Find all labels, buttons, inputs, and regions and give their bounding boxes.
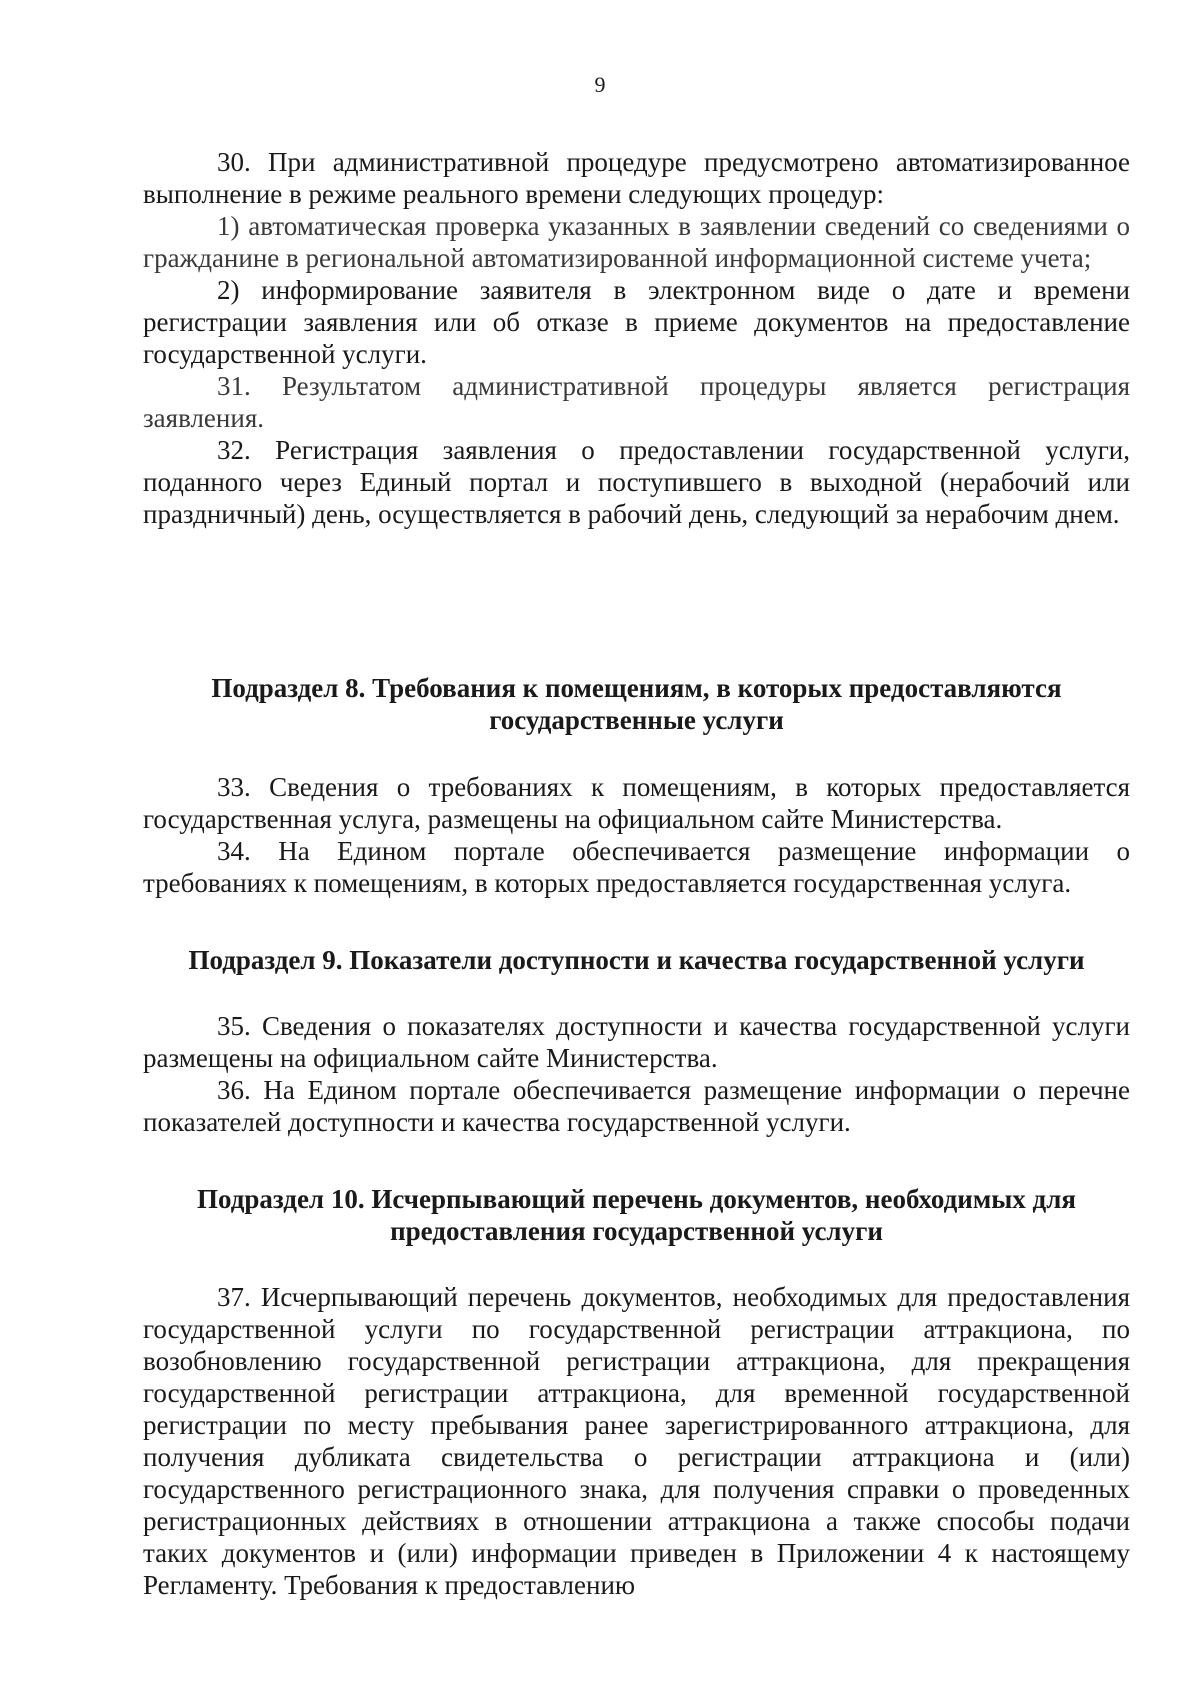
paragraph-36: 36. На Едином портале обеспечивается размещение информации о перечне показателей доступности и качества государственной услуги. xyxy=(143,1075,1130,1137)
paragraph-30-item-1: 1) автоматическая проверка указанных в заявлении сведений со сведениями о гражданине в региональной автоматизированной информационной системе учета; xyxy=(143,211,1130,273)
paragraph-30: 30. При административной процедуре предусмотрено автоматизированное выполнение в режиме реального времени следующих процедур: xyxy=(143,147,1130,209)
section-9-heading-line: Подраздел 9. Показатели доступности и качества государственной услуги xyxy=(188,945,1085,975)
paragraph-31: 31. Результатом административной процедуры является регистрация заявления. xyxy=(143,371,1130,433)
intro-paragraphs xyxy=(143,146,1130,530)
section-10-paragraphs xyxy=(143,1281,1130,1601)
section-10-heading-line-1: Подраздел 10. Исчерпывающий перечень документов, необходимых для xyxy=(197,1184,1076,1214)
section-10-heading xyxy=(143,1183,1130,1247)
section-8-heading-line-2: государственные услуги xyxy=(489,705,784,735)
section-8-paragraphs xyxy=(143,771,1130,899)
paragraph-32: 32. Регистрация заявления о предоставлении государственной услуги, поданного через Единый портал и поступившего в выходной (нерабочий или праздничный) день, осуществляется в рабочий день, следующий за нерабочим днем. xyxy=(143,435,1130,529)
section-9-paragraphs xyxy=(143,1010,1130,1138)
section-9-heading xyxy=(143,944,1130,976)
paragraph-30-item-2: 2) информирование заявителя в электронном виде о дате и времени регистрации заявления или об отказе в приеме документов на предоставление государственной услуги. xyxy=(143,275,1130,369)
paragraph-33: 33. Сведения о требованиях к помещениям, в которых предоставляется государственная услуга, размещены на официальном сайте Министерства. xyxy=(143,772,1130,834)
section-8-heading-line-1: Подраздел 8. Требования к помещениям, в которых предоставляются xyxy=(211,673,1062,703)
paragraph-34: 34. На Едином портале обеспечивается размещение информации о требованиях к помещениям, в которых предоставляется государственная услуга. xyxy=(143,836,1130,898)
paragraph-35: 35. Сведения о показателях доступности и качества государственной услуги размещены на официальном сайте Министерства. xyxy=(143,1011,1130,1073)
paragraph-37: 37. Исчерпывающий перечень документов, необходимых для предоставления государственной услуги по государственной регистрации аттракциона, по возобновлению государственной регистрации аттракциона, для прекращения государственной регистрации аттракциона, для временной государственной регистрации по месту пребывания ранее зарегистрированного аттракциона, для получения дубликата свидетельства о регистрации аттракциона и (или) государственного регистрационного знака, для получения справки о проведенных регистрационных действиях в отношении аттракциона а также способы подачи таких документов и (или) информации приведен в Приложении 4 к настоящему Регламенту. Требования к предоставлению xyxy=(143,1282,1130,1600)
page-number: 9 xyxy=(594,72,606,97)
section-10-heading-line-2: предоставления государственной услуги xyxy=(390,1216,883,1246)
section-8-heading xyxy=(143,672,1130,736)
